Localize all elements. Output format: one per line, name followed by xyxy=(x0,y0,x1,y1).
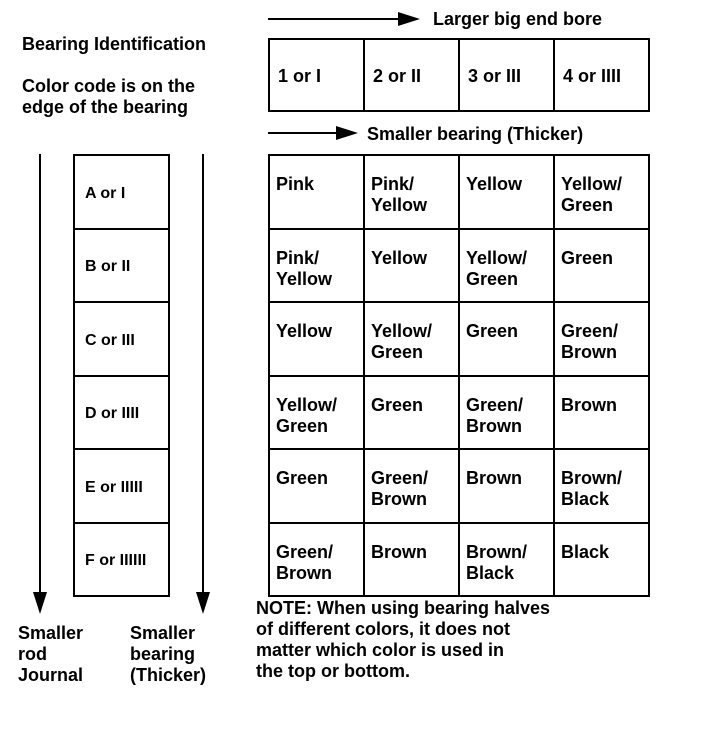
journal-code-label: B or II xyxy=(85,258,131,276)
top-arrow-label: Larger big end bore xyxy=(433,9,603,29)
color-cell xyxy=(553,375,650,451)
label-line: (Thicker) xyxy=(130,665,207,685)
color-cell-line: Pink/ xyxy=(276,247,320,268)
color-cell xyxy=(553,448,650,524)
journal-code-cell xyxy=(73,375,170,451)
color-cell-line: Green xyxy=(466,321,519,341)
color-cell xyxy=(268,154,365,230)
color-cell-line: Yellow/ xyxy=(561,174,623,194)
color-cell-line: Green xyxy=(276,468,329,488)
bore-code-cell xyxy=(458,38,555,112)
journal-code-label: A or I xyxy=(85,184,126,202)
color-cell-line: Pink/ xyxy=(371,174,415,194)
note-line: matter which color is used in xyxy=(256,640,505,660)
color-cell-line: Yellow/ xyxy=(371,321,433,341)
label-line: Journal xyxy=(18,665,84,685)
color-cell-line: Green/ xyxy=(276,541,334,562)
journal-code-cell xyxy=(73,301,170,377)
color-cell-line: Green/ xyxy=(371,468,429,488)
color-cell-line: Brown/ xyxy=(561,468,622,488)
color-code-note-line: edge of the bearing xyxy=(22,97,189,117)
color-cell xyxy=(553,154,650,230)
color-cell xyxy=(363,228,460,304)
top-arrow xyxy=(268,12,420,26)
color-cell-line: Brown xyxy=(276,562,332,583)
color-cell-line: Black xyxy=(466,562,515,583)
color-cell-line: Brown xyxy=(466,468,522,488)
color-cell xyxy=(268,228,365,304)
color-cell-line: Green xyxy=(276,415,329,436)
color-cell xyxy=(458,301,555,377)
label-line: rod xyxy=(18,644,47,664)
color-cell xyxy=(363,448,460,524)
color-cell-line: Brown/ xyxy=(466,541,527,562)
journal-code-label: D or IIII xyxy=(85,405,140,423)
color-cell xyxy=(458,522,555,598)
color-cell-line: Green/ xyxy=(466,394,524,415)
diagram-title: Bearing Identification xyxy=(22,34,207,54)
color-cell xyxy=(553,228,650,304)
bore-code-cell xyxy=(363,38,460,112)
journal-code-label: E or IIIII xyxy=(85,478,143,496)
color-code-note-line: Color code is on the xyxy=(22,76,196,96)
color-cell-line: Pink xyxy=(276,174,315,194)
label-line: bearing xyxy=(130,644,196,664)
color-cell-line: Yellow xyxy=(276,268,333,289)
smaller-bearing-label xyxy=(130,623,206,686)
color-cell-line: Brown xyxy=(561,394,617,415)
mid-arrow xyxy=(268,126,358,140)
journal-code-cell xyxy=(73,228,170,304)
color-cell-line: Green xyxy=(371,342,424,362)
right-down-arrow xyxy=(196,154,210,614)
left-down-arrow xyxy=(33,154,47,614)
color-cell-line: Black xyxy=(561,489,610,509)
color-cell-line: Yellow xyxy=(371,247,428,268)
bore-code-cell xyxy=(268,38,365,112)
note-line: NOTE: When using bearing halves xyxy=(256,598,551,618)
color-cell-line: Black xyxy=(561,541,610,562)
label-line: Smaller xyxy=(18,623,84,643)
color-cell xyxy=(268,448,365,524)
bore-code-label: 3 or III xyxy=(468,66,522,86)
color-cell-line: Brown xyxy=(466,415,522,436)
color-cell xyxy=(268,301,365,377)
journal-code-cell xyxy=(73,154,170,230)
label-line: Smaller xyxy=(130,623,196,643)
journal-code-label: F or IIIIII xyxy=(85,552,147,570)
color-cell-line: Green xyxy=(371,394,424,415)
journal-code-cell xyxy=(73,522,170,598)
color-cell xyxy=(458,375,555,451)
smaller-rod-journal-label xyxy=(18,623,83,686)
color-cell-line: Green xyxy=(561,195,614,215)
color-cell xyxy=(363,375,460,451)
journal-code-label: C or III xyxy=(85,331,135,349)
mid-arrow-label: Smaller bearing (Thicker) xyxy=(367,124,584,144)
color-cell xyxy=(363,522,460,598)
note-line: the top or bottom. xyxy=(256,661,410,681)
bore-code-label: 2 or II xyxy=(373,66,422,86)
note-line: of different colors, it does not xyxy=(256,619,511,639)
note-text xyxy=(256,598,676,682)
color-cell-line: Green xyxy=(561,247,614,268)
color-cell-line: Brown xyxy=(371,489,427,509)
color-cell-line: Green/ xyxy=(561,321,619,341)
bore-code-label: 1 or I xyxy=(278,66,322,86)
color-cell-line: Brown xyxy=(371,541,427,562)
color-cell-line: Yellow xyxy=(466,174,523,194)
journal-code-cell xyxy=(73,448,170,524)
color-cell xyxy=(268,522,365,598)
color-cell-line: Brown xyxy=(561,342,617,362)
color-cell-line: Yellow/ xyxy=(276,394,338,415)
color-cell xyxy=(553,301,650,377)
bore-code-label: 4 or IIII xyxy=(563,66,622,86)
color-cell xyxy=(458,228,555,304)
color-cell-line: Yellow xyxy=(371,195,428,215)
color-cell-line: Green xyxy=(466,268,519,289)
color-cell-line: Yellow/ xyxy=(466,247,528,268)
bore-code-cell xyxy=(553,38,650,112)
color-cell xyxy=(363,301,460,377)
color-cell xyxy=(268,375,365,451)
color-cell-line: Yellow xyxy=(276,321,333,341)
color-cell xyxy=(458,448,555,524)
color-cell xyxy=(458,154,555,230)
color-cell xyxy=(363,154,460,230)
color-cell xyxy=(553,522,650,598)
